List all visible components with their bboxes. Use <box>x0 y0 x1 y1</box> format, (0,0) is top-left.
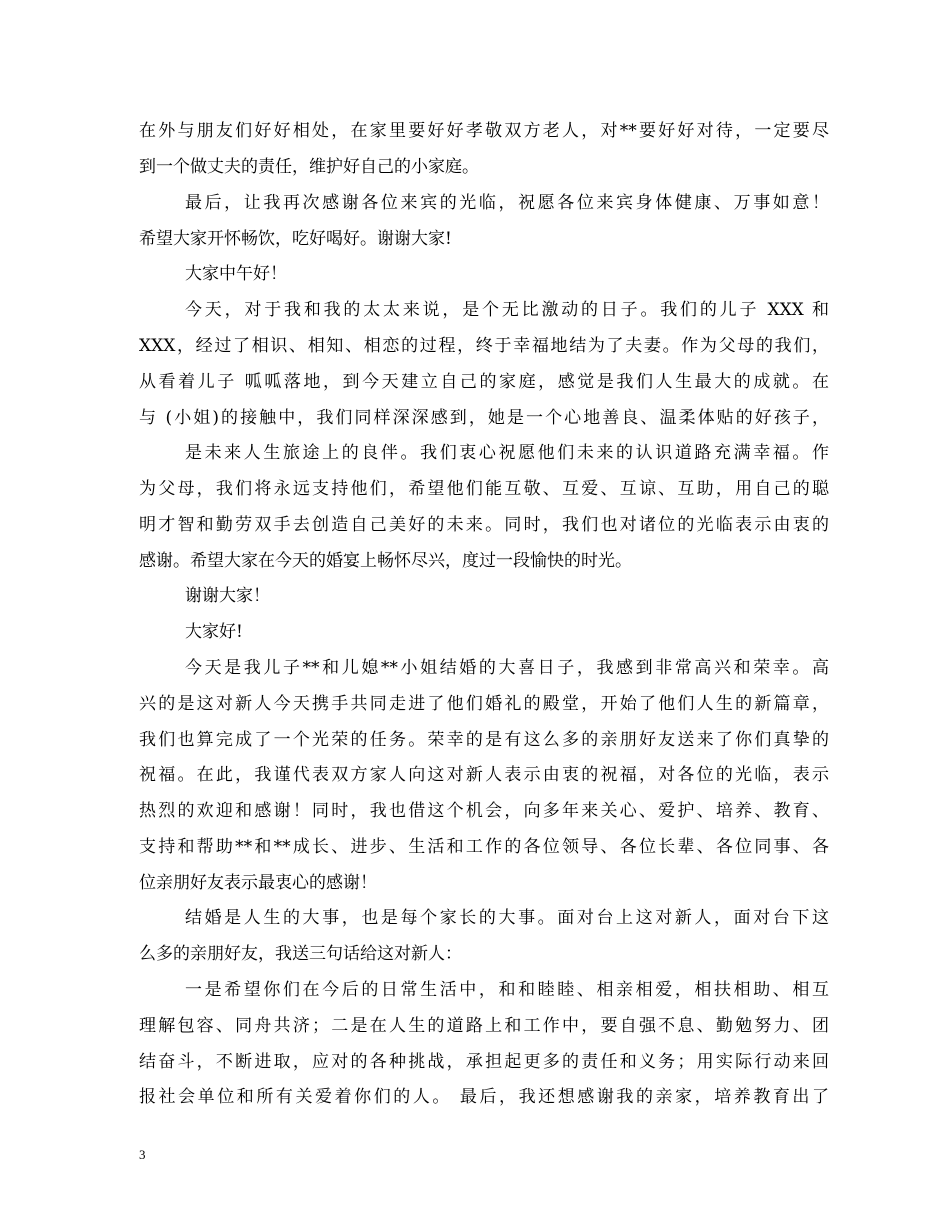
text-line: 感谢。希望大家在今天的婚宴上畅怀尽兴，度过一段愉快的时光。 <box>139 551 632 571</box>
text-line: 在外与朋友们好好相处，在家里要好好孝敬双方老人，对**要好好对待，一定要尽 <box>139 121 829 141</box>
text-line: 祝福。在此，我谨代表双方家人向这对新人表示由衷的祝福，对各位的光临，表示 <box>139 765 829 785</box>
text-line: 报社会单位和所有关爱着你们的人。 最后，我还想感谢我的亲家，培养教育出了 <box>139 1087 829 1107</box>
text-line: 从看着儿子 呱呱落地，到今天建立自己的家庭，感觉是我们人生最大的成就。在 <box>139 372 829 392</box>
text-line: 大家中午好！ <box>185 264 287 284</box>
page-number: 3 <box>139 1147 146 1162</box>
text-line: 为父母，我们将永远支持他们，希望他们能互敬、互爱、互谅、互助，用自己的聪 <box>139 479 829 499</box>
text-line: 支持和帮助**和**成长、进步、生活和工作的各位领导、各位长辈、各位同事、各 <box>139 837 829 857</box>
text-line: 大家好! <box>185 622 243 642</box>
text-line: 与 (小姐)的接触中，我们同样深深感到，她是一个心地善良、温柔体贴的好孩子， <box>139 408 829 428</box>
text-line: 是未来人生旅途上的良伴。我们衷心祝愿他们未来的认识道路充满幸福。作 <box>185 443 829 463</box>
text-line: 一是希望你们在今后的日常生活中，和和睦睦、相亲相爱，相扶相助、相互 <box>185 980 829 1000</box>
text-line: 么多的亲朋好友，我送三句话给这对新人： <box>139 944 462 964</box>
text-line: 今天，对于我和我的太太来说，是个无比激动的日子。我们的儿子 XXX 和 <box>185 300 829 320</box>
text-line: 结奋斗，不断进取，应对的各种挑战，承担起更多的责任和义务；用实际行动来回 <box>139 1052 829 1072</box>
text-line: 希望大家开怀畅饮，吃好喝好。谢谢大家! <box>139 229 452 249</box>
text-line: 热烈的欢迎和感谢！同时，我也借这个机会，向多年来关心、爱护、培养、教育、 <box>139 801 829 821</box>
text-line: 今天是我儿子**和儿媳**小姐结婚的大喜日子，我感到非常高兴和荣幸。高 <box>185 658 829 678</box>
text-line: 位亲朋好友表示最衷心的感谢！ <box>139 873 377 893</box>
text-line: 我们也算完成了一个光荣的任务。荣幸的是有这么多的亲朋好友送来了你们真挚的 <box>139 730 829 750</box>
text-line: 理解包容、同舟共济；二是在人生的道路上和工作中，要自强不息、勤勉努力、团 <box>139 1016 829 1036</box>
text-line: 到一个做丈夫的责任，维护好自己的小家庭。 <box>139 157 479 177</box>
text-line: 兴的是这对新人今天携手共同走进了他们婚礼的殿堂，开始了他们人生的新篇章， <box>139 694 829 714</box>
text-line: XXX，经过了相识、相知、相恋的过程，终于幸福地结为了夫妻。作为父母的我们， <box>139 336 829 356</box>
text-line: 谢谢大家！ <box>185 586 270 606</box>
text-line: 结婚是人生的大事，也是每个家长的大事。面对台上这对新人，面对台下这 <box>185 908 829 928</box>
text-line: 明才智和勤劳双手去创造自己美好的未来。同时，我们也对诸位的光临表示由衷的 <box>139 515 829 535</box>
text-line: 最后，让我再次感谢各位来宾的光临，祝愿各位来宾身体健康、万事如意！ <box>185 193 829 213</box>
